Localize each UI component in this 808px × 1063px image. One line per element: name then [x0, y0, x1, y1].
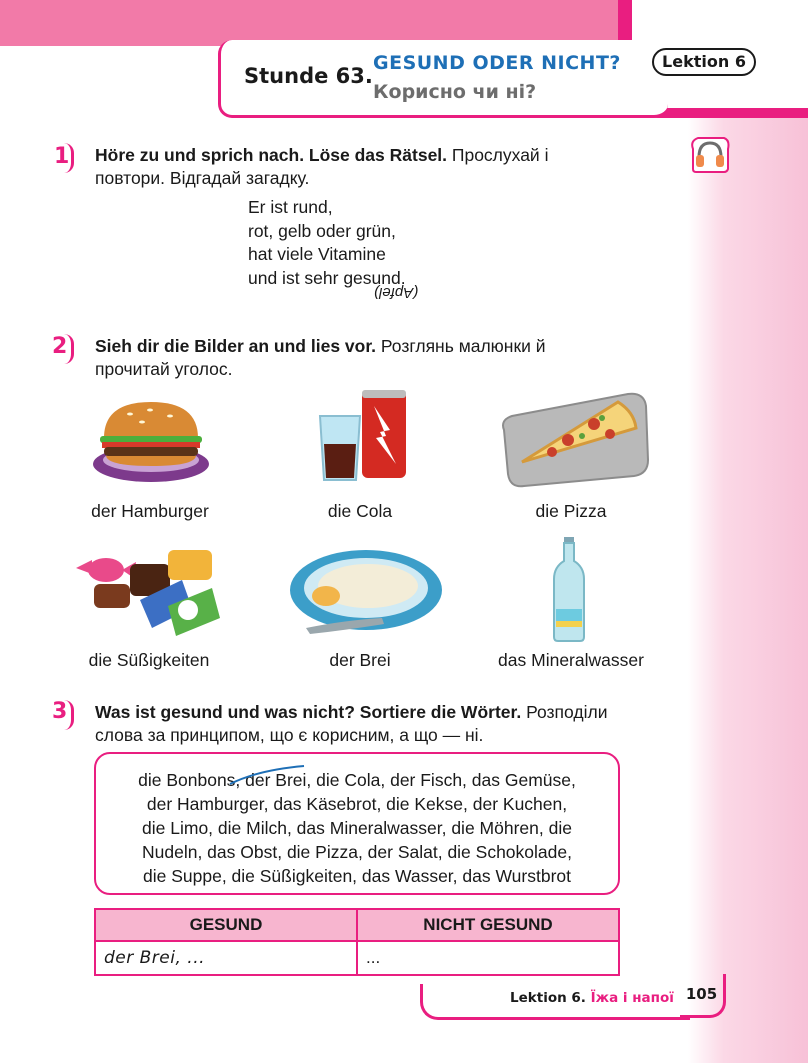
column-header-gesund: GESUND: [95, 909, 357, 941]
task1-instruction-ua: Прослухай і повтори. Відгадай загадку.: [95, 145, 549, 188]
table-cell-gesund: der Brei, ...: [95, 941, 357, 975]
food-label: die Pizza: [535, 501, 607, 521]
food-label: die Süßigkeiten: [88, 650, 210, 670]
footer-lektion: Lektion 6.: [510, 990, 586, 1006]
lesson-number: Stunde 63.: [244, 64, 373, 88]
task-number-1: 1: [54, 144, 70, 169]
lektion-badge: Lektion 6: [652, 48, 756, 76]
task2-instruction-de: Sieh dir die Bilder an und lies vor.: [95, 336, 377, 356]
hamburger-image: [90, 398, 212, 486]
sweets-image: [72, 540, 224, 640]
riddle-answer-upside-down: (Apfel): [374, 284, 419, 301]
task2-instruction: [95, 335, 620, 381]
sorting-table: [94, 908, 620, 976]
word-bank: [94, 752, 620, 895]
page-title: GESUND ODER NICHT?: [373, 52, 621, 74]
page-subtitle: Корисно чи ні?: [373, 81, 537, 103]
task3-instruction-de: Was ist gesund und was nicht? Sortiere die Wörter.: [95, 702, 522, 722]
cola-image: [316, 386, 412, 486]
task1-instruction: [95, 144, 620, 190]
word-bank-line: Nudeln, das Obst, die Pizza, der Salat, die Schokolade,: [142, 842, 572, 862]
food-label: der Hamburger: [91, 501, 209, 521]
riddle-poem: [248, 196, 406, 290]
page-number: 105: [680, 974, 726, 1018]
task2-instruction-ua: Розглянь малюнки й прочитай уголос.: [95, 336, 546, 379]
headphones-icon: [690, 135, 730, 173]
strikethrough-mark: [228, 762, 308, 788]
task-number-3: 3: [52, 699, 68, 724]
poem-line: Er ist rund,: [248, 197, 333, 217]
word-bank-line: die Bonbons, der Brei, die Cola, der Fisch, das Gemüse,: [138, 770, 576, 790]
pizza-image: [498, 390, 650, 490]
task3-instruction-ua: Розподіли слова за принципом, що є корисним, а що — ні.: [95, 702, 608, 745]
footer-running-title: [510, 990, 674, 1006]
task1-instruction-de: Höre zu und sprich nach. Löse das Rätsel.: [95, 145, 448, 165]
task-bracket: [58, 334, 74, 364]
food-label: das Mineralwasser: [498, 650, 644, 670]
porridge-image: [286, 546, 444, 638]
task3-instruction: [95, 701, 620, 747]
task-bracket: [58, 700, 74, 730]
column-header-nicht-gesund: NICHT GESUND: [357, 909, 619, 941]
word-bank-line: der Hamburger, das Käsebrot, die Kekse, der Kuchen,: [146, 794, 568, 814]
mineral-water-image: [552, 535, 586, 643]
table-cell-nicht-gesund: ...: [357, 941, 619, 975]
poem-line: hat viele Vitamine: [248, 244, 386, 264]
food-label: der Brei: [329, 650, 391, 670]
poem-line: rot, gelb oder grün,: [248, 220, 396, 241]
task-bracket: [58, 143, 74, 173]
food-label: die Cola: [327, 501, 393, 521]
poem-line: und ist sehr gesund.: [248, 267, 406, 288]
task-number-2: 2: [52, 334, 68, 359]
word-bank-line: die Limo, die Milch, das Mineralwasser, die Möhren, die: [142, 818, 572, 838]
word-bank-line: die Suppe, die Süßigkeiten, das Wasser, das Wurstbrot: [143, 866, 571, 886]
footer-topic: Їжа і напої: [590, 990, 674, 1006]
